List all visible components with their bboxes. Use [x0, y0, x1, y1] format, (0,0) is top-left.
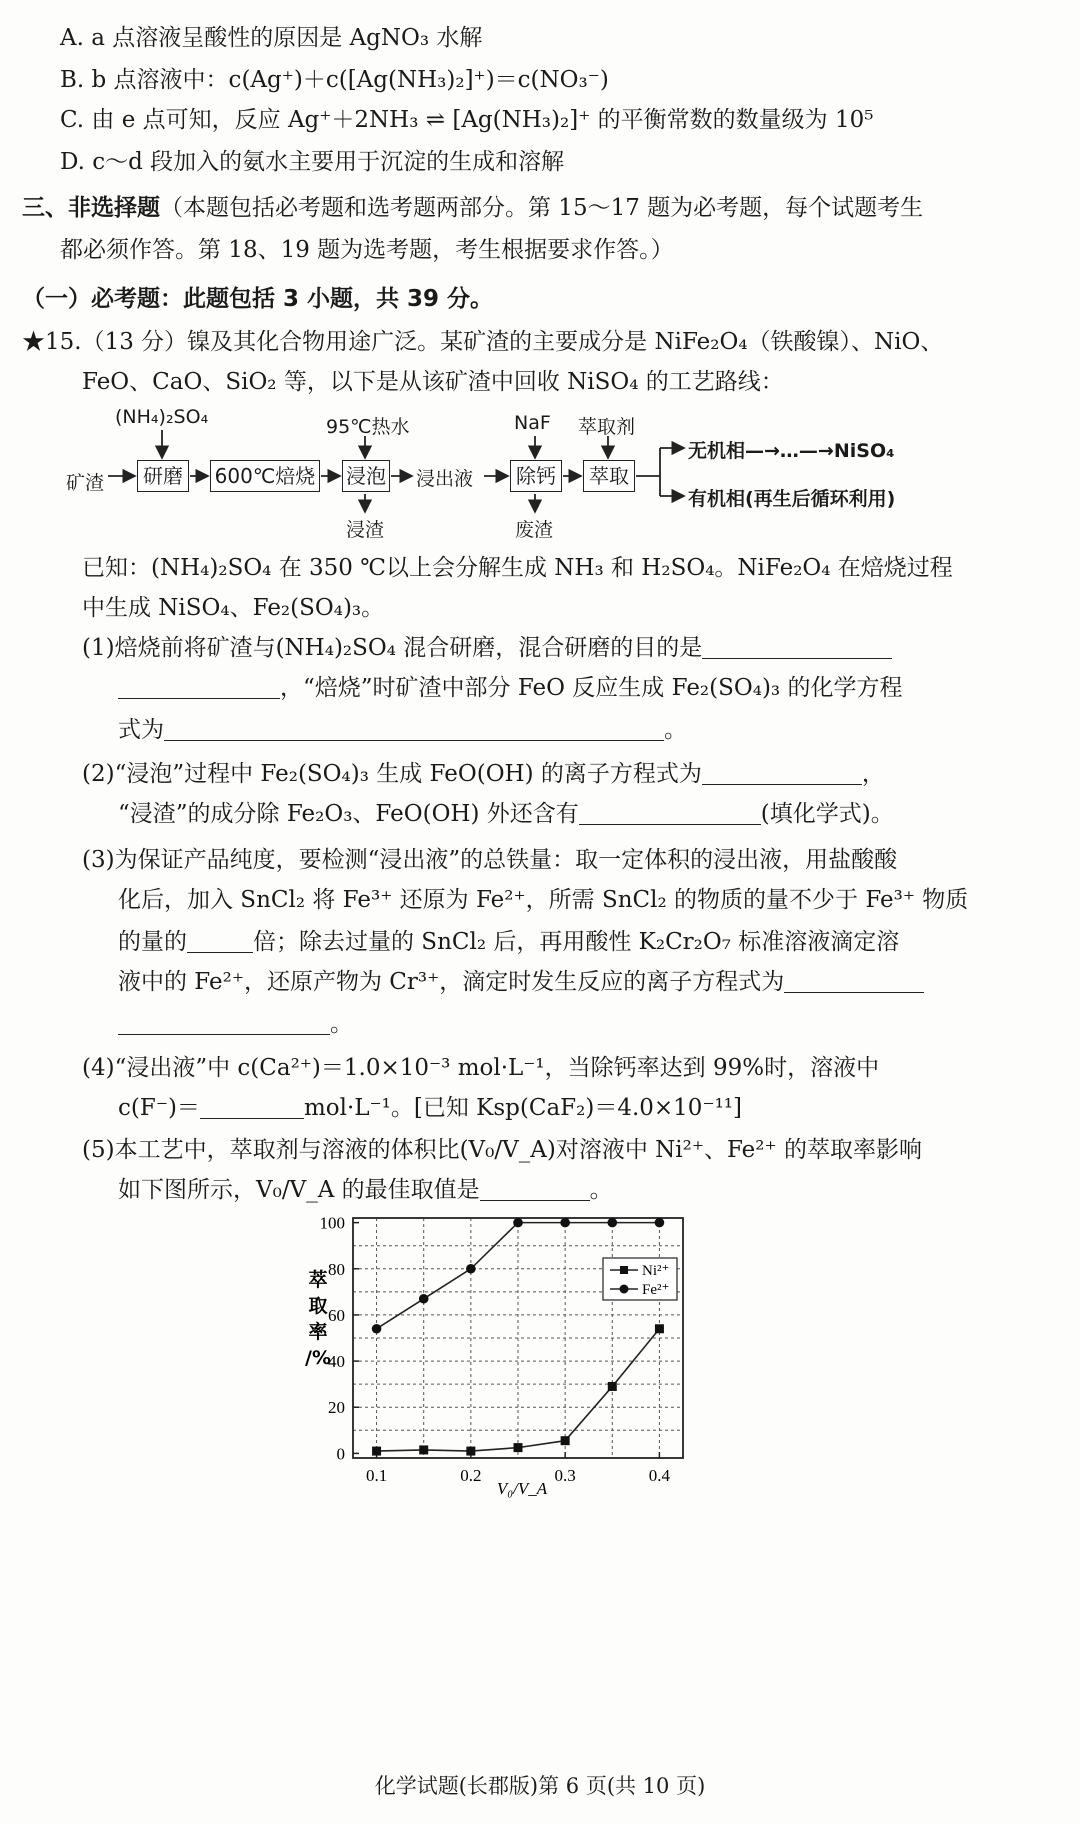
option-a: A. a 点溶液呈酸性的原因是 AgNO₃ 水解 [60, 25, 483, 51]
ni-point-5 [608, 1382, 617, 1391]
flow-start: 矿渣 [66, 472, 105, 494]
y-label-char-3: /% [305, 1347, 331, 1369]
x-tick-label-0.3: 0.3 [554, 1466, 576, 1485]
known-2: 中生成 NiSO₄、Fe₂(SO₄)₃。 [82, 595, 385, 621]
part3-line1: (3)为保证产品纯度，要检测“浸出液”的总铁量：取一定体积的浸出液，用盐酸酸 [82, 847, 898, 873]
part2-text-b-end: (填化学式)。 [760, 801, 894, 827]
y-label-char-2: 率 [308, 1321, 328, 1343]
legend-label-fe: Fe²⁺ [642, 1282, 670, 1298]
chart-grid [353, 1218, 683, 1458]
part4-line1: (4)“浸出液”中 c(Ca²⁺)＝1.0×10⁻³ mol·L⁻¹，当除钙率达到 99%时，溶液中 [82, 1055, 880, 1081]
y-tick-label-20: 20 [328, 1398, 345, 1418]
fe-point-5 [607, 1218, 617, 1228]
part3-text-e: 。 [330, 1011, 353, 1037]
q15-head: ★15.（13 分）镍及其化合物用途广泛。某矿渣的主要成分是 NiFe₂O₄（铁酸镍）、NiO、 [22, 329, 944, 355]
flow-box-extract: 萃取 [583, 460, 635, 492]
flow-waste-2: 废渣 [515, 519, 554, 541]
part4-text-b: c(F⁻)＝ [118, 1095, 200, 1121]
x-tick-label-0.1: 0.1 [365, 1466, 388, 1485]
flow-out-inorganic: 无机相—→…—→NiSO₄ [688, 440, 895, 462]
flow-box-soak: 浸泡 [342, 460, 390, 492]
section-subtitle: （一）必考题：此题包括 3 小题，共 39 分。 [22, 286, 494, 312]
fe-point-4 [560, 1218, 570, 1228]
flow-box-decalcify: 除钙 [510, 460, 562, 492]
part3-text-c-end: 倍；除去过量的 SnCl₂ 后，再用酸性 K₂Cr₂O₇ 标准溶液滴定溶 [253, 929, 900, 955]
option-c: C. 由 e 点可知，反应 Ag⁺＋2NH₃ ⇌ [Ag(NH₃)₂]⁺ 的平衡常数的数量级为 10⁵ [60, 107, 874, 133]
part3-line2: 化后，加入 SnCl₂ 将 Fe³⁺ 还原为 Fe²⁺，所需 SnCl₂ 的物质的量不少于 Fe³⁺ 物质 [118, 887, 969, 913]
x-tick-label-0.4: 0.4 [648, 1466, 671, 1485]
ni-point-2 [466, 1447, 475, 1456]
known-1: 已知：(NH₄)₂SO₄ 在 350 ℃以上会分解生成 NH₃ 和 H₂SO₄。NiFe₂O₄ 在焙烧过程 [82, 555, 953, 581]
y-tick-label-100: 100 [319, 1213, 345, 1233]
flow-reagent-4: 萃取剂 [578, 416, 636, 438]
series-line-0 [377, 1329, 660, 1451]
part1-text-c: 式为 [118, 717, 164, 743]
option-d: D. c～d 段加入的氨水主要用于沉淀的生成和溶解 [60, 149, 565, 175]
flow-reagent-3: NaF [514, 412, 551, 434]
fe-point-2 [466, 1264, 476, 1274]
part3-text-d: 液中的 Fe²⁺，还原产物为 Cr³⁺，滴定时发生反应的离子方程式为 [118, 969, 785, 995]
y-tick-label-80: 80 [328, 1259, 345, 1279]
y-tick-label-0: 0 [336, 1444, 345, 1464]
chart-series [372, 1218, 664, 1456]
legend-marker-fe [620, 1285, 629, 1294]
chart-legend [603, 1258, 677, 1300]
ni-point-4 [561, 1436, 570, 1445]
legend-marker-ni [620, 1266, 628, 1274]
legend-label-ni: Ni²⁺ [642, 1263, 670, 1279]
y-tick-label-40: 40 [328, 1352, 345, 1372]
y-label-char-1: 取 [308, 1295, 328, 1317]
y-label-char-0: 萃 [308, 1269, 328, 1291]
part1-text-a: (1)焙烧前将矿渣与(NH₄)₂SO₄ 混合研磨，混合研磨的目的是 [82, 635, 703, 661]
part5-text-b-end: 。 [589, 1177, 613, 1203]
flow-reagent-2: 95℃热水 [326, 416, 410, 438]
flow-reagent-1: (NH₄)₂SO₄ [115, 406, 209, 428]
ni-point-6 [655, 1324, 664, 1333]
chart-ticks [320, 1214, 671, 1485]
x-tick-label-0.2: 0.2 [460, 1466, 482, 1485]
flow-box-roast: 600℃焙烧 [210, 460, 320, 492]
part1-text-d: 。 [664, 717, 687, 743]
section-desc-2: 都必须作答。第 18、19 题为选考题，考生根据要求作答。） [60, 237, 674, 263]
fe-point-3 [513, 1218, 523, 1228]
part3-text-c: 的量的 [118, 929, 187, 955]
part2-text-b: “浸渣”的成分除 Fe₂O₃、FeO(OH) 外还含有 [118, 801, 579, 827]
option-b: B. b 点溶液中：c(Ag⁺)＋c([Ag(NH₃)₂]⁺)＝c(NO₃⁻) [60, 67, 609, 93]
part1-text-b: ，“焙烧”时矿渣中部分 FeO 反应生成 Fe₂(SO₄)₃ 的化学方程 [280, 675, 903, 701]
section-desc-1: （本题包括必考题和选考题两部分。第 15～17 题为必考题，每个试题考生 [160, 195, 924, 221]
chart-xlabel: V₀/V_A [496, 1479, 548, 1498]
part4-text-b-end: mol·L⁻¹。[已知 Ksp(CaF₂)＝4.0×10⁻¹¹] [303, 1095, 742, 1121]
fe-point-0 [372, 1324, 382, 1334]
part2-text-a: (2)“浸泡”过程中 Fe₂(SO₄)₃ 生成 FeO(OH) 的离子方程式为 [82, 761, 702, 787]
flow-leachate: 浸出液 [416, 468, 474, 490]
part5-text-b: 如下图所示，V₀/V_A 的最佳取值是 [118, 1177, 480, 1203]
part5-line1: (5)本工艺中，萃取剂与溶液的体积比(V₀/V_A)对溶液中 Ni²⁺、Fe²⁺ 的萃取率影响 [82, 1137, 922, 1163]
part2-text-a-end: ， [861, 761, 885, 787]
fe-point-6 [655, 1218, 665, 1228]
ni-point-0 [372, 1447, 381, 1456]
ni-point-1 [419, 1445, 428, 1454]
q15-head-2: FeO、CaO、SiO₂ 等，以下是从该矿渣中回收 NiSO₄ 的工艺路线： [82, 369, 784, 395]
page-footer: 化学试题(长郡版)第 6 页(共 10 页) [374, 1774, 706, 1798]
ni-point-3 [514, 1443, 523, 1452]
flow-waste-1: 浸渣 [346, 519, 385, 541]
flow-box-grind: 研磨 [137, 460, 189, 492]
y-tick-label-60: 60 [328, 1305, 345, 1325]
section-title: 三、非选择题 [22, 195, 160, 221]
fe-point-1 [419, 1294, 429, 1304]
flow-out-organic: 有机相(再生后循环利用) [688, 488, 896, 510]
